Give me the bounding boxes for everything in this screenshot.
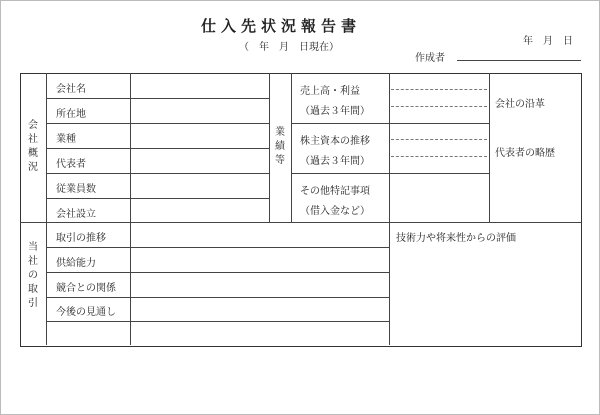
company-row-industry: 業種 bbox=[56, 134, 76, 145]
trade-row-trend: 取引の推移 bbox=[56, 233, 106, 244]
trade-supply-field[interactable] bbox=[131, 248, 388, 272]
performance-equity-note: （過去３年間） bbox=[300, 156, 370, 167]
trade-row-competition: 競合との関係 bbox=[56, 283, 116, 294]
company-address-field[interactable] bbox=[131, 99, 268, 123]
company-section-label: 会 社 概 況 bbox=[28, 120, 38, 173]
author-label: 作成者 bbox=[415, 53, 445, 64]
performance-other-label: その他特記事項 bbox=[300, 186, 370, 197]
company-row-employees: 従業員数 bbox=[56, 184, 96, 195]
report-subtitle: （ 年 月 日現在） bbox=[239, 42, 339, 53]
performance-sales-label: 売上高・利益 bbox=[300, 86, 360, 97]
company-employees-field[interactable] bbox=[131, 174, 268, 198]
trade-outlook-field[interactable] bbox=[131, 298, 388, 321]
evaluation-field[interactable] bbox=[390, 245, 578, 343]
company-row-address: 所在地 bbox=[56, 109, 86, 120]
company-row-representative: 代表者 bbox=[56, 159, 86, 170]
company-representative-field[interactable] bbox=[131, 149, 268, 173]
trade-trend-field[interactable] bbox=[131, 223, 388, 247]
company-history-label: 会社の沿革 bbox=[495, 99, 545, 110]
report-title: 仕入先状況報告書 bbox=[201, 17, 362, 35]
representative-history-label: 代表者の略歴 bbox=[495, 148, 555, 159]
company-row-name: 会社名 bbox=[56, 84, 86, 95]
performance-label-line bbox=[291, 73, 292, 222]
performance-section-label: 業 績 等 bbox=[275, 127, 285, 166]
label-column-line bbox=[46, 73, 47, 345]
author-field[interactable] bbox=[457, 60, 581, 61]
company-row-established: 会社設立 bbox=[56, 209, 96, 220]
company-industry-field[interactable] bbox=[131, 124, 268, 148]
evaluation-label: 技術力や将来性からの評価 bbox=[396, 233, 516, 244]
performance-other-note: （借入金など） bbox=[300, 206, 370, 217]
trade-competition-field[interactable] bbox=[131, 273, 388, 297]
trade-row-outlook: 今後の見通し bbox=[56, 307, 116, 318]
performance-sales-note: （過去３年間） bbox=[300, 106, 370, 117]
performance-value-line bbox=[489, 73, 490, 222]
report-date: 年 月 日 bbox=[523, 36, 573, 47]
trade-section-label: 当 社 の 取 引 bbox=[28, 242, 38, 309]
company-value-line bbox=[269, 73, 270, 222]
trade-extra-field[interactable] bbox=[131, 322, 388, 344]
company-established-field[interactable] bbox=[131, 199, 268, 221]
trade-row-supply: 供給能力 bbox=[56, 258, 96, 269]
performance-equity-label: 株主資本の推移 bbox=[300, 136, 370, 147]
company-name-field[interactable] bbox=[131, 74, 268, 98]
